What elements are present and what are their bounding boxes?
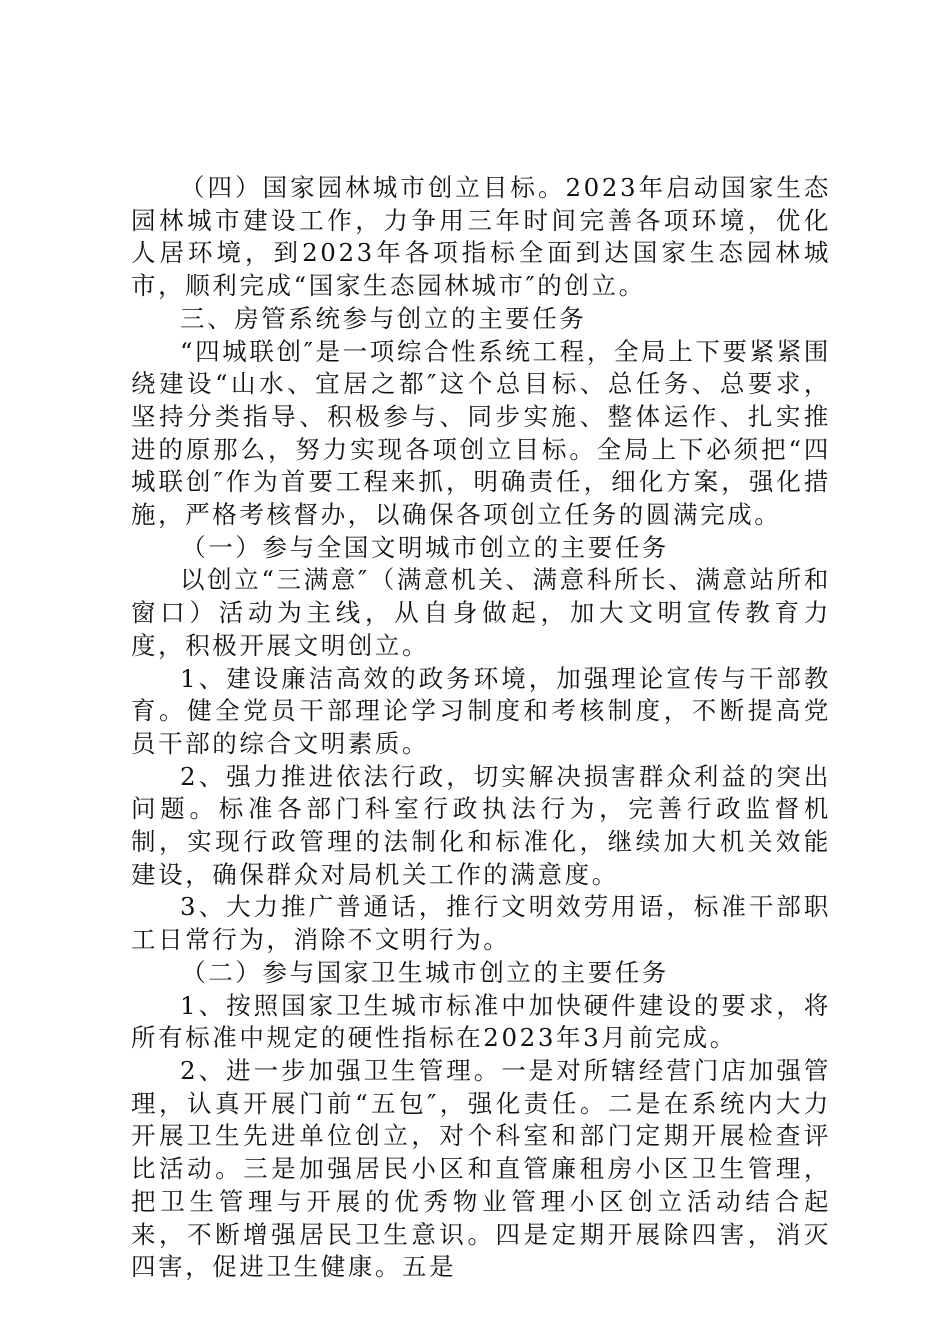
paragraph-three-satisfactions: 以创立“三满意″（满意机关、满意科所长、满意站所和窗口）活动为主线，从自身做起，加大文明宣传教育力度，积极开展文明创立。 <box>131 565 831 660</box>
list-item-mandarin-promotion: 3、大力推广普通话，推行文明效劳用语，标准干部职工日常行为，消除不文明行为。 <box>131 892 831 955</box>
subheading-civilized-city-tasks: （一）参与全国文明城市创立的主要任务 <box>181 532 670 562</box>
subheading-sanitary-city-tasks: （二）参与国家卫生城市创立的主要任务 <box>181 957 670 987</box>
list-item-sanitation-management: 2、进一步加强卫生管理。一是对所辖经营门店加强管理，认真开展门前“五包″，强化责任。二是在系统内大力开展卫生先进单位创立，对个科室和部门定期开展检查评比活动。三是加强居民小区和直管廉租房小区卫生管理，把卫生管理与开展的优秀物业管理小区创立活动结合起来，不断增强居民卫生意识。四是定期开展除四害，消灭四害，促进卫生健康。五是 <box>131 1055 831 1282</box>
section-heading-main-tasks: 三、房管系统参与创立的主要任务 <box>180 303 587 333</box>
list-item-administration-by-law: 2、强力推进依法行政，切实解决损害群众利益的突出问题。标准各部门科室行政执法行为，完善行政监督机制，实现行政管理的法制化和标准化，继续加大机关效能建设，确保群众对局机关工作的满意度。 <box>131 761 831 889</box>
paragraph-garden-city-goal: （四）国家园林城市创立目标。2023年启动国家生态园林城市建设工作，力争用三年时间完善各项环境，优化人居环境，到2023年各项指标全面到达国家生态园林城市，顺利完成“国家生态园林城市″的创立。 <box>131 173 831 301</box>
paragraph-four-cities-overview: “四城联创″是一项综合性系统工程，全局上下要紧紧围绕建设“山水、宜居之都″这个总目标、总任务、总要求，坚持分类指导、积极参与、同步实施、整体运作、扎实推进的原那么，努力实现各项创立目标。全局上下必须把“四城联创″作为首要工程来抓，明确责任，细化方案，强化措施，严格考核督办，以确保各项创立任务的圆满完成。 <box>131 336 831 530</box>
list-item-clean-government: 1、建设廉洁高效的政务环境，加强理论宣传与干部教育。健全党员干部理论学习制度和考核制度，不断提高党员干部的综合文明素质。 <box>131 663 831 758</box>
document-body <box>131 172 831 1284</box>
list-item-hardware-construction: 1、按照国家卫生城市标准中加快硬件建设的要求，将所有标准中规定的硬性指标在2023年3月前完成。 <box>131 990 831 1053</box>
